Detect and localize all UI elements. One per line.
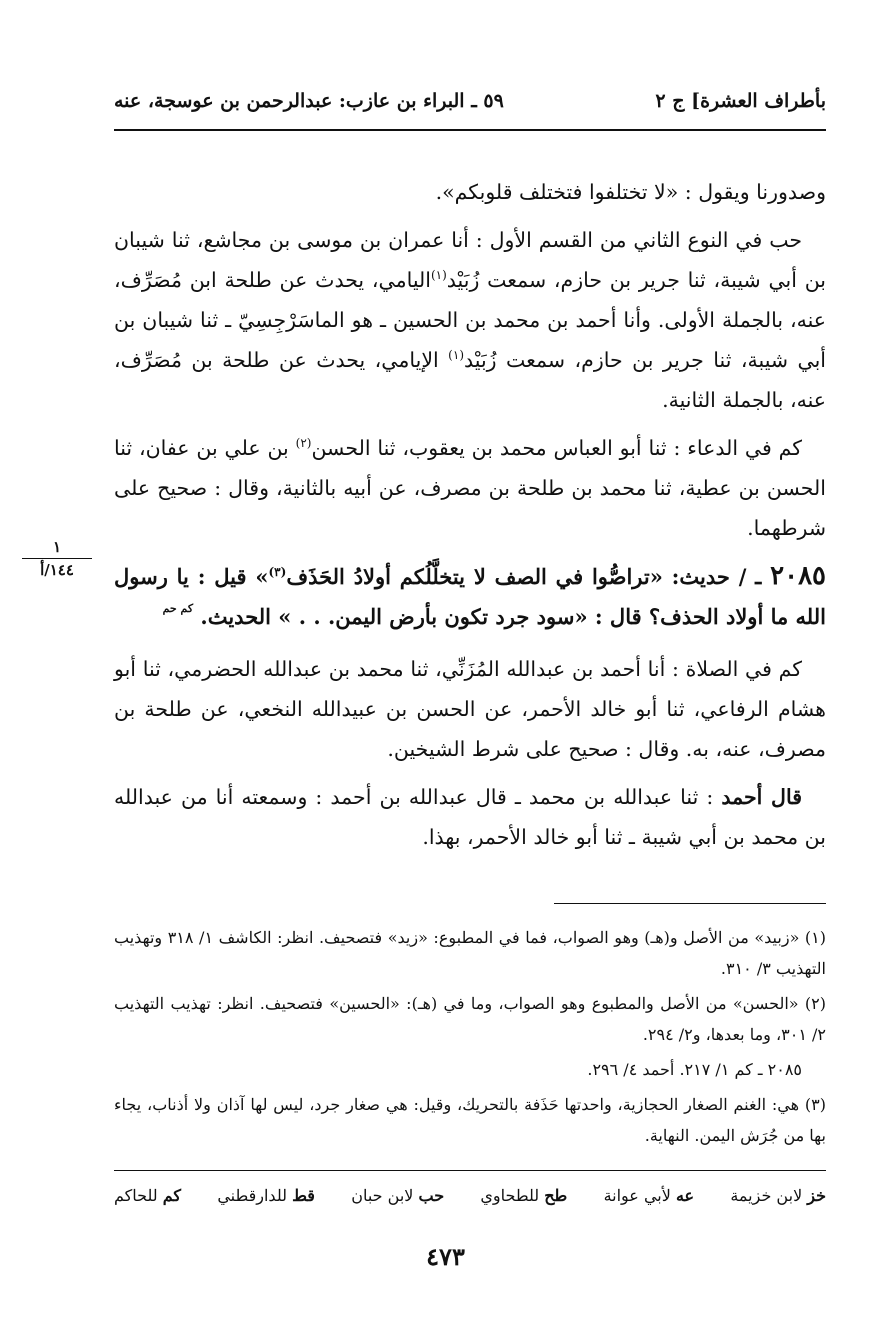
paragraph-3 bbox=[114, 428, 826, 548]
abbr-item: قط للدارقطني bbox=[217, 1186, 315, 1205]
abbreviations-legend bbox=[114, 1186, 826, 1205]
paragraph-2-part-c: الإيامي، يحدث عن طلحة بن مُصَرِّف، عنه، بالجملة الثانية. bbox=[114, 348, 826, 412]
header-chapter: ٥٩ ـ البراء بن عازب: عبدالرحمن بن عوسجة، عنه bbox=[114, 90, 504, 112]
paragraph-5-head: قال أحمد bbox=[721, 785, 802, 809]
hadith-number: ٢٠٨٥ bbox=[770, 561, 826, 591]
hadith-text-a: ـ / حديث: «تراصُّوا في الصف لا يتخلَّلُكم أولادُ الحَذَف bbox=[286, 564, 771, 589]
abbr-item: طح للطحاوي bbox=[480, 1186, 568, 1205]
folio-number: ١ bbox=[22, 538, 92, 559]
manuscript-folio-ref bbox=[22, 538, 92, 579]
hadith-2085 bbox=[114, 556, 826, 641]
paragraph-3-part-b: بن علي بن عفان، ثنا الحسن بن عطية، ثنا محمد بن طلحة بن مصرف، عن أبيه بالثانية، وقال : صحيح على شرطهما. bbox=[114, 436, 826, 540]
footnote-ref-1b[interactable]: (١) bbox=[448, 348, 464, 363]
paragraph-4: كم في الصلاة : أنا أحمد بن عبدالله المُزَنِّي، ثنا محمد بن عبدالله الحضرمي، ثنا أبو هشام الرفاعي، ثنا أبو خالد الأحمر، عن الحسن بن عبيدالله النخعي، عن طلحة بن مصرف، عنه، به. وقال : صحيح على شرط الشيخين. bbox=[114, 657, 826, 761]
footnote-ref-3[interactable]: (٣) bbox=[268, 565, 287, 579]
footnote-ref-1[interactable]: (١) bbox=[430, 268, 447, 283]
footnote-ref-2[interactable]: (٢) bbox=[295, 436, 312, 451]
header-rule bbox=[114, 129, 826, 131]
paragraph-1: وصدورنا ويقول : «لا تختلفوا فتختلف قلوبكم». bbox=[435, 180, 826, 204]
paragraph-2-part-a: حب في النوع الثاني من القسم الأول : أنا عمران بن موسى بن مجاشع، ثنا شيبان بن أبي شيبة، ثنا جرير بن حازم، سمعت زُبَيْد bbox=[114, 228, 826, 292]
footnote-source: ٢٠٨٥ ـ كم ١/ ٢١٧. أحمد ٤/ ٢٩٦. bbox=[587, 1060, 802, 1079]
running-header bbox=[114, 84, 826, 118]
abbr-item: كم للحاكم bbox=[114, 1186, 182, 1205]
paragraph-5-text: : ثنا عبدالله بن محمد ـ قال عبدالله بن أحمد : وسمعته أنا من عبدالله بن محمد بن أبي شيبة ـ ثنا أبو خالد الأحمر، بهذا. bbox=[114, 785, 826, 849]
hadith-source-note: كم حم bbox=[162, 602, 194, 615]
paragraph-3-part-a: كم في الدعاء : ثنا أبو العباس محمد بن يعقوب، ثنا الحسن bbox=[311, 436, 802, 460]
hadith-text-b: » قيل : يا رسول الله ما أولاد الحذف؟ قال : «سود جرد تكون بأرض اليمن. . . » الحديث. bbox=[114, 564, 826, 629]
paragraph-2-part-b: اليامي، يحدث عن طلحة ابن مُصَرِّف، عنه، بالجملة الأولى. وأنا أحمد بن محمد بن الحسين ـ هو الماسَرْجِسِيّ ـ ثنا شيبان بن أبي شيبة، ثنا جرير بن حازم، سمعت زُبَيْد bbox=[114, 268, 827, 372]
abbreviations-rule bbox=[114, 1170, 826, 1171]
header-volume: بأطراف العشرة] ج ٢ bbox=[655, 90, 826, 112]
footnotes bbox=[114, 922, 826, 1155]
footnote-3: (٣) هي: الغنم الصغار الحجازية، واحدتها حَذَفة بالتحريك، وقيل: هي صغار جرد، ليس لها آذان ولا أذناب، يجاء بها من جُرَش اليمن. النهاية. bbox=[114, 1095, 827, 1145]
paragraph-5 bbox=[114, 777, 826, 857]
footnote-rule bbox=[554, 903, 826, 904]
main-text bbox=[114, 172, 826, 865]
abbr-item: خز لابن خزيمة bbox=[730, 1186, 826, 1205]
abbr-item: عه لأبي عوانة bbox=[603, 1186, 695, 1205]
folio-page: ١٤٤/أ bbox=[40, 561, 74, 579]
page-number: ٤٧٣ bbox=[426, 1242, 465, 1271]
footnote-1: (١) «زبيد» من الأصل و(هـ) وهو الصواب، فما في المطبوع: «زيد» فتصحيف. انظر: الكاشف ١/ ٣١٨ وتهذيب التهذيب ٣/ ٣١٠. bbox=[114, 928, 827, 978]
footnote-2: (٢) «الحسن» من الأصل والمطبوع وهو الصواب، وما في (هـ): «الحسين» فتصحيف. انظر: تهذيب التهذيب ٢/ ٣٠١، وما بعدها، و٢/ ٢٩٤. bbox=[114, 994, 826, 1044]
abbr-item: حب لابن حبان bbox=[351, 1186, 445, 1205]
paragraph-2 bbox=[114, 220, 826, 420]
